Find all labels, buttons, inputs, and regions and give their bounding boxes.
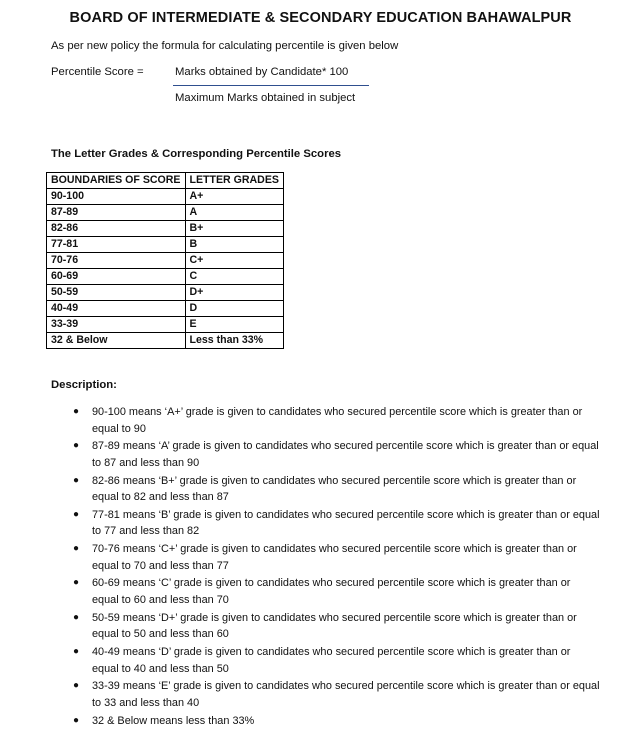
bullet-icon: ● <box>73 440 80 452</box>
list-item <box>70 575 600 608</box>
letter-grade: C <box>185 269 283 285</box>
bullet-icon: ● <box>73 474 80 486</box>
score-range: 90-100 <box>47 189 186 205</box>
list-item <box>70 678 600 711</box>
letter-grade: D+ <box>185 285 283 301</box>
list-item-text: 50-59 means ‘D+’ grade is given to candidates who secured percentile score which is greater than or equal to 50 and less than 60 <box>92 611 577 641</box>
score-range: 50-59 <box>47 285 186 301</box>
formula-numerator: Marks obtained by Candidate* 100 <box>175 66 349 78</box>
table-row <box>47 189 284 205</box>
table-row <box>47 317 284 333</box>
list-item <box>70 644 600 677</box>
list-item <box>70 541 600 574</box>
list-item-text: 70-76 means ‘C+’ grade is given to candidates who secured percentile score which is greater than or equal to 70 and less than 77 <box>92 543 577 572</box>
table-row <box>47 333 284 349</box>
grades-table <box>46 172 284 349</box>
table-title: The Letter Grades & Corresponding Percentile Scores <box>51 148 342 160</box>
list-item-text: 33-39 means ‘E’ grade is given to candidates who secured percentile score which is greater than or equal to 33 and less than 40 <box>92 680 600 709</box>
letter-grade: B+ <box>185 221 283 237</box>
bullet-icon: ● <box>73 406 80 417</box>
table-header-row <box>47 173 284 189</box>
list-item-text: 40-49 means ‘D’ grade is given to candidates who secured percentile score which is greater than or equal to 40 and less than 50 <box>92 646 571 675</box>
score-range: 32 & Below <box>47 333 186 349</box>
header-letter-grades: LETTER GRADES <box>185 173 283 189</box>
table-row <box>47 253 284 269</box>
header-boundaries: BOUNDARIES OF SCORE <box>47 173 186 189</box>
score-range: 87-89 <box>47 205 186 221</box>
table-row <box>47 269 284 285</box>
document-title: BOARD OF INTERMEDIATE & SECONDARY EDUCATION BAHAWALPUR <box>69 10 572 26</box>
score-range: 40-49 <box>47 301 186 317</box>
description-list <box>70 404 600 730</box>
list-item-text: 82-86 means ‘B+’ grade is given to candidates who secured percentile score which is greater than or equal to 82 and less than 87 <box>92 474 577 504</box>
description-title: Description: <box>51 379 117 391</box>
score-range: 82-86 <box>47 221 186 237</box>
score-range: 60-69 <box>47 269 186 285</box>
score-range: 70-76 <box>47 253 186 269</box>
list-item <box>70 507 600 540</box>
letter-grade: A <box>185 205 283 221</box>
table-row <box>47 301 284 317</box>
bullet-icon: ● <box>73 714 80 726</box>
list-item <box>70 404 600 437</box>
list-item-text: 90-100 means ‘A+’ grade is given to candidates who secured percentile score which is greater than or equal to 90 <box>92 406 583 435</box>
fraction-line <box>173 85 369 86</box>
list-item-text: 32 & Below means less than 33% <box>92 714 255 727</box>
bullet-icon: ● <box>73 646 80 658</box>
score-range: 77-81 <box>47 237 186 253</box>
list-item-text: 77-81 means ‘B’ grade is given to candidates who secured percentile score which is greater than or equal to 77 and less than 82 <box>92 508 600 538</box>
list-item <box>70 473 600 506</box>
list-item-text: 87-89 means ‘A’ grade is given to candidates who secured percentile score which is greater than or equal to 87 and less than 90 <box>92 440 599 469</box>
letter-grade: Less than 33% <box>185 333 283 349</box>
list-item <box>70 610 600 643</box>
list-item <box>70 438 600 471</box>
formula-label: Percentile Score = <box>51 66 144 78</box>
letter-grade: D <box>185 301 283 317</box>
letter-grade: E <box>185 317 283 333</box>
letter-grade: C+ <box>185 253 283 269</box>
intro-text: As per new policy the formula for calculating percentile is given below <box>51 40 399 52</box>
list-item <box>70 713 600 730</box>
table-row <box>47 205 284 221</box>
table-row <box>47 285 284 301</box>
table-row <box>47 221 284 237</box>
letter-grade: B <box>185 237 283 253</box>
letter-grade: A+ <box>185 189 283 205</box>
bullet-icon: ● <box>73 543 80 555</box>
bullet-icon: ● <box>73 508 80 520</box>
bullet-icon: ● <box>73 611 80 623</box>
bullet-icon: ● <box>73 577 80 589</box>
formula-denominator: Maximum Marks obtained in subject <box>175 92 356 104</box>
list-item-text: 60-69 means ‘C’ grade is given to candidates who secured percentile score which is greater than or equal to 60 and less than 70 <box>92 577 571 606</box>
bullet-icon: ● <box>73 680 80 692</box>
table-row <box>47 237 284 253</box>
score-range: 33-39 <box>47 317 186 333</box>
